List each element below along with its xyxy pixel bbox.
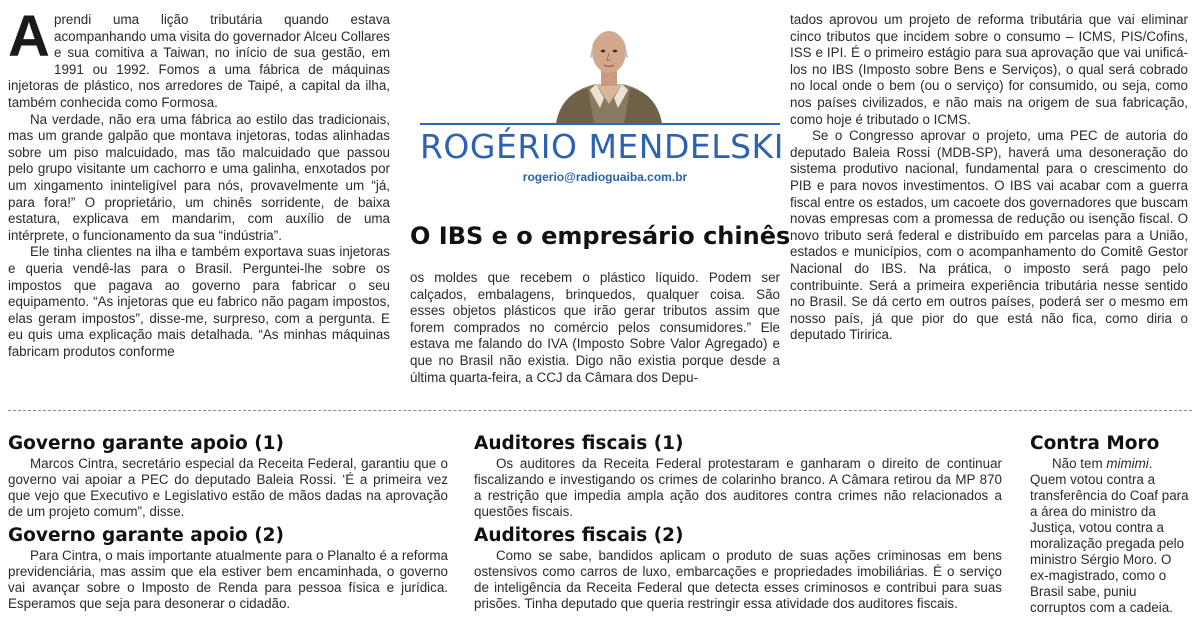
note-item	[8, 524, 448, 612]
article-column-3	[790, 12, 1188, 344]
note-body-text: . Quem votou contra a transferência do Coaf para a área do ministro da Justiça, votou contra a moralização pregada pelo ministro Sérgio Moro. O ex-magistrado, como o Brasil sabe, puniu corruptos com a cadeia.	[1030, 456, 1189, 615]
article-headline: O IBS e o empresário chinês	[410, 222, 791, 250]
article-paragraph: tados aprovou um projeto de reforma tributária que vai eliminar cinco tributos que incidem sobre o consumo – ICMS, PIS/Cofins, ISS e IPI. É o primeiro estágio para sua aprovação que vai unificá-los no IBS (Imposto sobre Bens e Serviços), o qual será cobrado no local onde o bem (ou o serviço) for consumido, ou seja, como nos países civilizados, e não mais na origem de sua fabricação, como hoje é tributado o ICMS.	[790, 12, 1188, 127]
drop-cap: A	[8, 4, 50, 69]
article-column-2	[410, 270, 780, 386]
note-item	[1030, 432, 1192, 616]
author-name: ROGÉRIO MENDELSKI	[420, 127, 784, 166]
author-photo	[548, 18, 670, 124]
article-paragraph: Ele tinha clientes na ilha e também exportava suas injetoras e queria vendê-las para o Brasil. Perguntei-lhe sobre os impostos que pagava ao governo para fabricar o seu equipamento. “As injetoras que eu fabrico não pagam impostos, elas geram impostos”, disse-me, surpreso, com a pergunta. E eu quis uma explicação mais detalhada. “As minhas máquinas fabricam produtos conforme	[8, 244, 390, 359]
article-paragraph: prendi uma lição tributária quando estava acompanhando uma visita do governador Alceu Collares e sua comitiva a Taiwan, no início de sua gestão, em 1991 ou 1992. Fomos a uma fábrica de máquinas injetoras de plástico, nos arredores de Taipé, a capital da ilha, também conhecida como Formosa.	[8, 12, 390, 110]
section-divider	[8, 410, 1192, 411]
note-title: Auditores fiscais (1)	[474, 433, 684, 454]
note-title: Governo garante apoio (1)	[8, 433, 284, 454]
article-paragraph: Na verdade, não era uma fábrica ao estilo das tradicionais, mas um grande galpão que montava injetoras, todas alinhadas sobre um piso malcuidado, mas tão malcuidado que passou pelo grupo visitante um cachorro e uma galinha, enxotados por um xingamento ininteligível para nós, provavelmente um “já, para fora!” O proprietário, um chinês sorridente, de baixa estatura, explicava em mandarim, com auxílio de uma intérprete, o funcionamento da sua “indústria”.	[8, 111, 390, 243]
note-lead: Não tem	[1052, 456, 1107, 471]
note-item	[474, 432, 1002, 520]
note-body: Marcos Cintra, secretário especial da Receita Federal, garantiu que o governo vai apoiar a PEC do deputado Baleia Rossi. ‘É a primeira vez que vejo que Executivo e Legislativo estão de mãos dadas na aprovação de um projeto comum”, disse.	[8, 456, 448, 519]
article-column-1	[8, 4, 390, 360]
note-title: Auditores fiscais (2)	[474, 525, 684, 546]
note-body: Como se sabe, bandidos aplicam o produto de suas ações criminosas em bens ostensivos como carros de luxo, embarcações e propriedades imobiliárias. É o serviço de inteligência da Receita Federal que detecta esses criminosos e contribui para suas prisões. Tinha deputado que queria restringir essa atividade dos auditores fiscais.	[474, 548, 1002, 611]
note-body	[1030, 456, 1192, 616]
author-name-rule	[420, 123, 780, 125]
note-item	[8, 432, 448, 520]
note-title: Governo garante apoio (2)	[8, 525, 284, 546]
author-email: rogerio@radioguaiba.com.br	[522, 170, 688, 184]
note-lead-italic: mimimi	[1106, 456, 1149, 471]
note-item	[474, 524, 1002, 612]
article-paragraph: Se o Congresso aprovar o projeto, uma PEC de autoria do deputado Baleia Rossi (MDB-SP), haverá uma desoneração do sistema produtivo nacional, fundamental para o crescimento do PIB e para novos investimentos. O IBS vai acabar com a guerra fiscal entre os estados, um cacoete dos governadores que buscam novas empresas com a promessa de redução ou isenção fiscal. O novo tributo será federal e distribuído em parcelas para a União, estados e municípios, com o acompanhamento do Comitê Gestor Nacional do IBS. Na prática, o imposto será pago pelo contribuinte. Será a primeira experiência tributária nesse sentido no Brasil. Se dá certo em outros países, poderá ser o mesmo em nosso país, já que pior do que está não fica, como diria o deputado Tiririca.	[790, 128, 1188, 343]
article-paragraph: os moldes que recebem o plástico líquido. Podem ser calçados, embalagens, brinquedos, qualquer coisa. São esses objetos plásticos que irão gerar tributos assim que forem comprados no comércio pelos consumidores.” Ele estava me falando do IVA (Imposto Sobre Valor Agregado) e que no Brasil não existia. Digo não existia porque desde a última quarta-feira, a CCJ da Câmara dos Depu-	[410, 270, 780, 385]
note-title: Contra Moro	[1030, 433, 1160, 454]
note-body: Para Cintra, o mais importante atualmente para o Planalto é a reforma previdenciária, mas assim que ela estiver bem encaminhada, o governo vai avançar sobre o Imposto de Renda para pessoa física e jurídica. Esperamos que seja para desonerar o cidadão.	[8, 548, 448, 611]
note-body: Os auditores da Receita Federal protestaram e ganharam o direito de continuar fiscalizando e investigando os crimes de colarinho branco. A Câmara retirou da MP 870 a restrição que impedia ampla ação dos auditores contra crimes não relacionados a questões fiscais.	[474, 456, 1002, 519]
